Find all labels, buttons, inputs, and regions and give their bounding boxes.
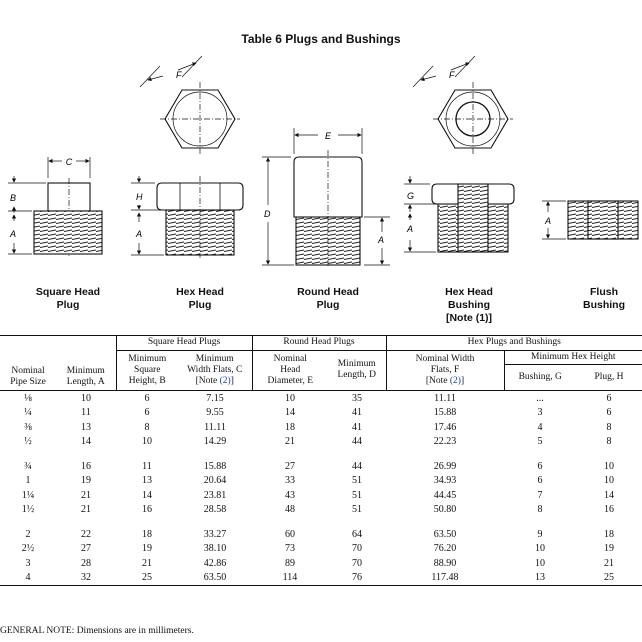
dim-label-a-round: A: [378, 235, 385, 245]
table-cell: 51: [352, 489, 362, 501]
table-row: [0, 435, 642, 450]
col-round-length: Minimum Length, D: [337, 359, 377, 381]
table-title: Table 6 Plugs and Bushings: [241, 32, 401, 46]
table-row: [0, 542, 642, 557]
table-row: [0, 391, 642, 406]
table-cell: 19: [81, 475, 91, 487]
table-cell: 10: [535, 557, 545, 569]
caption-square-head-plug: Square Head Plug: [35, 286, 101, 311]
dim-label-f-bushing: F: [449, 70, 455, 80]
group-round-head: Round Head Plugs: [252, 336, 386, 351]
table-cell: 25: [142, 572, 152, 584]
table-cell: 50.80: [433, 504, 457, 516]
table-cell: 63.50: [433, 528, 457, 540]
table-cell: 17.46: [433, 421, 457, 433]
table-row: [0, 503, 642, 518]
table-cell: 7.15: [206, 392, 224, 404]
table-cell: 14.29: [203, 436, 227, 448]
table-cell: 44.45: [433, 489, 457, 501]
table-cell: 10: [142, 436, 152, 448]
group-min-hex-height: Minimum Hex Height: [504, 350, 642, 364]
table-cell: 70: [352, 543, 362, 555]
table-cell: 13: [535, 572, 545, 584]
table-cell: 6: [144, 392, 150, 404]
table-cell: 35: [352, 392, 362, 404]
table-cell: 6: [537, 475, 543, 487]
table-cell: 14: [604, 489, 614, 501]
caption-flush-bushing: Flush Bushing: [583, 286, 625, 311]
table-cell: 11.11: [204, 421, 226, 433]
group-square-head: Square Head Plugs: [116, 336, 252, 351]
table-cell: 48: [285, 504, 295, 516]
table-cell: 41: [352, 407, 362, 419]
table-cell: 11: [142, 460, 152, 472]
table-row: [0, 527, 642, 542]
table-cell: 41: [352, 421, 362, 433]
table-cell: 1: [25, 475, 31, 487]
table-cell: 117.48: [431, 572, 459, 584]
note-2-link[interactable]: (2): [219, 375, 231, 386]
table-cell: 15.88: [203, 460, 227, 472]
table-cell: 60: [285, 528, 295, 540]
table-cell: 14: [285, 407, 295, 419]
table-cell: 10: [604, 475, 614, 487]
table-cell: 27: [81, 543, 91, 555]
table-cell: 76: [352, 572, 362, 584]
table-cell: 14: [81, 436, 91, 448]
table-cell: 16: [604, 504, 614, 516]
table-cell: 34.93: [433, 475, 457, 487]
table-cell: 27: [285, 460, 295, 472]
dim-label-d: D: [264, 209, 271, 219]
table-cell: 70: [352, 557, 362, 569]
table-cell: 21: [142, 557, 152, 569]
col-nominal-pipe-size: Nominal Pipe Size: [10, 366, 46, 387]
table-cell: 3: [537, 407, 543, 419]
table-cell: 22: [81, 528, 91, 540]
table-cell: 89: [285, 557, 295, 569]
table-cell: 38.10: [203, 543, 227, 555]
table-cell: 76.20: [433, 543, 457, 555]
table-cell: 7: [537, 489, 543, 501]
table-cell: 4: [537, 421, 543, 433]
round-head-plug-drawing: [262, 128, 390, 268]
table-cell: ⅜: [24, 421, 32, 433]
table-row: [0, 556, 642, 571]
square-head-plug-drawing: [8, 157, 102, 256]
dim-label-f-plug: F: [176, 70, 182, 80]
table-cell: 32: [81, 572, 91, 584]
table-cell: 21: [285, 436, 295, 448]
hex-head-plug-drawing: [131, 56, 243, 258]
caption-hex-head-bushing: Hex Head Bushing [Note (1)]: [445, 286, 493, 324]
table-cell: 6: [144, 407, 150, 419]
table-cell: 33.27: [203, 528, 227, 540]
table-cell: 8: [537, 504, 543, 516]
dim-label-h: H: [136, 192, 143, 202]
table-cell: 10: [604, 460, 614, 472]
col-square-width: Minimum Width Flats, C [Note (2)]: [187, 353, 243, 386]
table-cell: 26.99: [433, 460, 457, 472]
table-cell: 1½: [21, 504, 35, 516]
table-cell: 28.58: [203, 504, 227, 516]
caption-hex-head-plug: Hex Head Plug: [176, 286, 224, 311]
table-cell: 3: [25, 557, 31, 569]
table-cell: 42.86: [203, 557, 227, 569]
table-cell: 33: [285, 475, 295, 487]
table-cell: 10: [535, 543, 545, 555]
table-cell: 11: [81, 407, 91, 419]
note-2-link[interactable]: (2): [449, 375, 461, 386]
col-hex-flats: Nominal Width Flats, F [Note (2)]: [386, 350, 504, 391]
table-cell: 6: [537, 460, 543, 472]
table-cell: 43: [285, 489, 295, 501]
table-row: [0, 406, 642, 421]
table-cell: 15.88: [433, 407, 457, 419]
col-head-diameter: Nominal Head Diameter, E: [252, 350, 328, 391]
plugs-bushings-table: [0, 335, 642, 586]
table-cell: 10: [81, 392, 91, 404]
plugs-bushings-figure: [0, 50, 642, 280]
table-cell: 25: [604, 572, 614, 584]
table-cell: 14: [142, 489, 152, 501]
table-cell: 16: [142, 504, 152, 516]
table-row: [0, 474, 642, 489]
table-cell: 64: [352, 528, 362, 540]
table-cell: 18: [285, 421, 295, 433]
table-cell: 51: [352, 475, 362, 487]
table-cell: 18: [142, 528, 152, 540]
table-row: [0, 420, 642, 435]
table-cell: 21: [604, 557, 614, 569]
caption-round-head-plug: Round Head Plug: [297, 286, 359, 311]
group-hex: Hex Plugs and Bushings: [386, 336, 642, 351]
table-cell: ¼: [24, 407, 32, 419]
table-cell: 13: [142, 475, 152, 487]
general-note: GENERAL NOTE: Dimensions are in millimeters.: [0, 626, 194, 636]
col-bushing-g: Bushing, G: [504, 364, 576, 391]
dim-label-e: E: [324, 131, 332, 141]
table-cell: 20.64: [203, 475, 227, 487]
table-cell: 16: [81, 460, 91, 472]
table-cell: ...: [536, 392, 544, 404]
table-cell: ¾: [24, 460, 32, 472]
table-cell: 11.11: [434, 392, 456, 404]
table-cell: 44: [352, 460, 362, 472]
table-cell: 19: [604, 543, 614, 555]
table-cell: 6: [606, 392, 612, 404]
table-cell: 18: [604, 528, 614, 540]
table-cell: ⅛: [24, 392, 32, 404]
dim-label-c: C: [65, 157, 73, 167]
table-cell: 19: [142, 543, 152, 555]
table-cell: 21: [81, 504, 91, 516]
flush-bushing-drawing: [542, 201, 638, 239]
table-cell: 5: [537, 436, 543, 448]
table-cell: 8: [606, 421, 612, 433]
col-plug-h: Plug, H: [594, 371, 624, 382]
col-square-height: Minimum Square Height, B: [116, 350, 178, 391]
table-row: [0, 459, 642, 474]
group-spacer: [0, 517, 642, 527]
table-cell: 8: [606, 436, 612, 448]
table-cell: 63.50: [203, 572, 227, 584]
table-cell: 2: [25, 528, 31, 540]
table-cell: ½: [24, 436, 32, 448]
table-cell: 114: [282, 572, 298, 584]
table-cell: 28: [81, 557, 91, 569]
table-cell: 22.23: [433, 436, 457, 448]
table-cell: 23.81: [203, 489, 227, 501]
dim-label-a-hex: A: [136, 229, 143, 239]
table-cell: 73: [285, 543, 295, 555]
dim-label-b: B: [10, 193, 17, 203]
table-cell: 4: [25, 572, 31, 584]
table-cell: 2½: [21, 543, 35, 555]
table-cell: 1¼: [21, 489, 35, 501]
table-cell: 8: [144, 421, 150, 433]
dim-label-g: G: [407, 191, 415, 201]
dim-label-a: A: [10, 229, 17, 239]
table-row: [0, 488, 642, 503]
table-cell: 9: [537, 528, 543, 540]
hex-head-bushing-drawing: [404, 56, 514, 252]
table-cell: 9.55: [206, 407, 224, 419]
dim-label-a-flush: A: [545, 216, 552, 226]
table-cell: 6: [606, 407, 612, 419]
table-cell: 13: [81, 421, 91, 433]
group-spacer: [0, 449, 642, 459]
col-min-length: Minimum Length, A: [66, 366, 105, 387]
table-body: [0, 391, 642, 586]
table-cell: 21: [81, 489, 91, 501]
table-cell: 44: [352, 436, 362, 448]
dim-label-a-bushing: A: [407, 224, 414, 234]
table-cell: 88.90: [433, 557, 457, 569]
table-cell: 51: [352, 504, 362, 516]
table-row: [0, 571, 642, 586]
table-cell: 10: [285, 392, 295, 404]
